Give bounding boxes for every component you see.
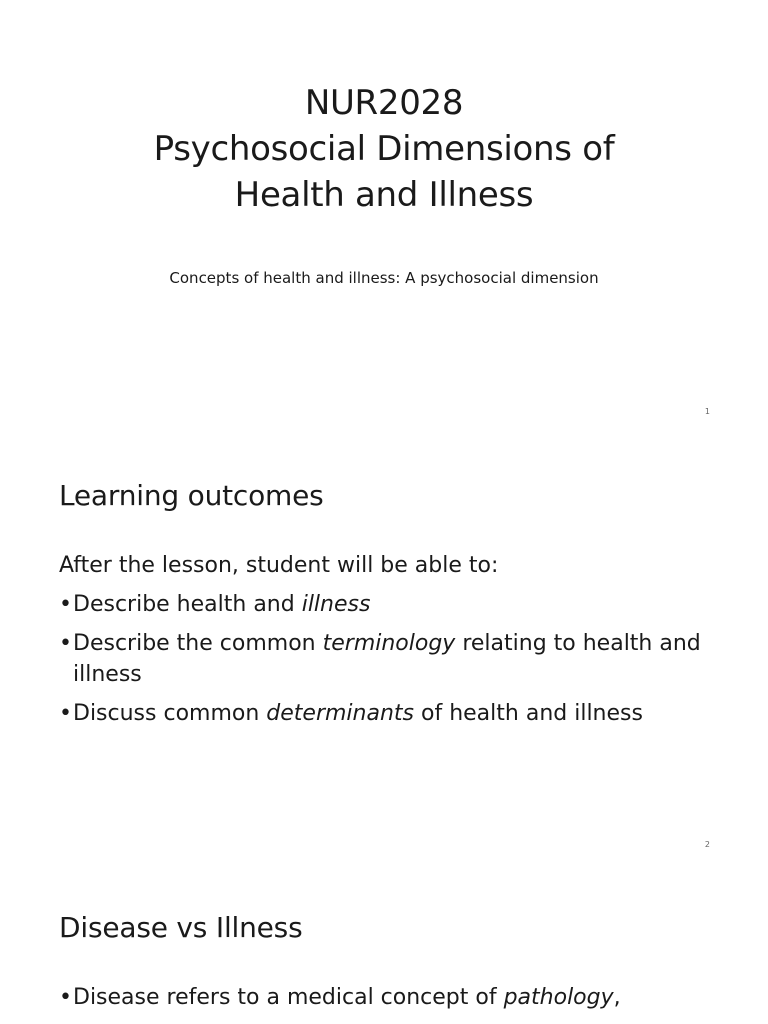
bullet-emphasis: terminology	[322, 631, 456, 656]
bullet-text-after: of health and illness	[414, 701, 643, 726]
bullet-icon: •	[59, 592, 72, 617]
slide-heading: Learning outcomes	[59, 479, 324, 512]
page-number: 2	[704, 840, 710, 849]
list-item	[59, 982, 709, 1013]
bullet-icon: •	[59, 985, 72, 1010]
page-number: 1	[704, 407, 710, 416]
title-line-1: NUR2028	[304, 83, 464, 123]
list-item	[59, 589, 709, 620]
bullet-icon: •	[59, 631, 72, 656]
bullet-emphasis: determinants	[266, 701, 415, 726]
list-item	[59, 628, 709, 690]
title-line-2: Psychosocial Dimensions of	[153, 129, 615, 169]
title-line-3: Health and Illness	[234, 175, 534, 215]
intro-text: After the lesson, student will be able to:	[59, 553, 499, 578]
bullet-icon: •	[59, 701, 72, 726]
bullet-text: Describe the common	[73, 631, 323, 656]
slide-2	[0, 432, 768, 864]
slide-heading: Disease vs Illness	[59, 911, 303, 944]
slide-1	[0, 0, 768, 432]
slide-body	[59, 982, 709, 1021]
slide-body	[59, 550, 709, 737]
bullet-list	[59, 589, 709, 729]
bullet-text: Describe health and	[73, 592, 302, 617]
slide-title	[0, 80, 768, 218]
slide-subtitle: Concepts of health and illness: A psychosocial dimension	[169, 269, 599, 287]
bullet-text-after: ,	[613, 985, 621, 1010]
bullet-list	[59, 982, 709, 1013]
bullet-text: Discuss common	[73, 701, 267, 726]
bullet-text-after: relating to health and illness	[73, 631, 701, 687]
bullet-text: Disease refers to a medical concept of	[73, 985, 504, 1010]
slide-3	[0, 864, 768, 1024]
bullet-emphasis: illness	[301, 592, 371, 617]
list-item	[59, 698, 709, 729]
bullet-emphasis: pathology	[503, 985, 614, 1010]
